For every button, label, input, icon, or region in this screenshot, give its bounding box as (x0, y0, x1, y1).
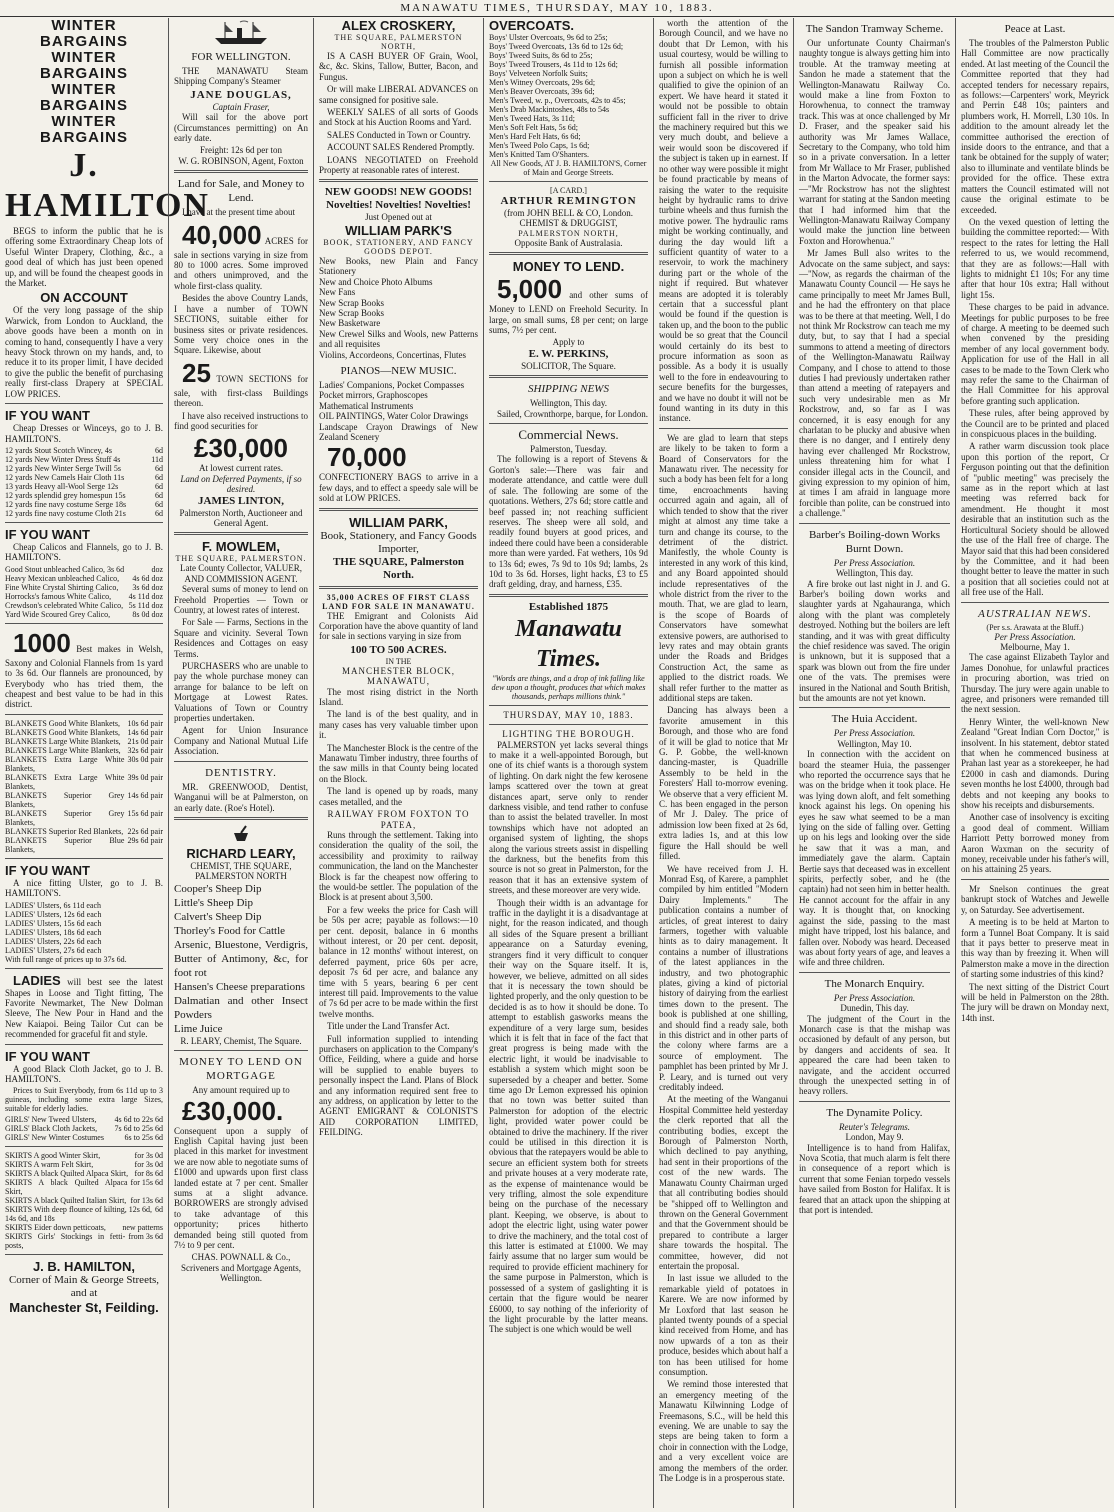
overcoat-row: Men's Drab Mackintoshes, 48s to 54s (489, 105, 610, 114)
price-row: Heavy Mexican unbleached Calico, 4s 6d doz (5, 573, 163, 583)
leary-item: Lime Juice (174, 1022, 223, 1035)
park-item: New Books, new Plain and Fancy Stationery (319, 255, 478, 277)
want-text: A good Black Cloth Jacket, go to J. B. HAMILTON'S. (5, 1063, 163, 1084)
money-amount: £30,000 (194, 433, 288, 464)
leary-item: Hansen's Cheese preparations (174, 980, 305, 993)
park-item: Ladies' Companions, Pocket Compasses (319, 379, 465, 390)
footer-name: J. B. HAMILTON, (32, 1259, 136, 1275)
footer-address: Corner of Main & George Streets, and at (8, 1274, 160, 1300)
park-item: New Crewel Silks and Wools, new Patterns and all requisites (319, 328, 478, 350)
money-note: Land on Deferred Payments, if so desired. (180, 473, 302, 495)
news-para: Dancing has always been a favorite amusement in this Borough, and those who are fond of it will be glad to notice that Mr G. P. Gobbe, the well-known dancing-master, is Quadrille Assembly to be held in the Foresters' Hall to-morrow evening. We observe that a very efficient M. C. has been engaged in the person of Mr J. Daley. The price of admission low been fixed at 2s 6d, extra ladies 1s, and at this low figure the Hall should be well filled. (659, 705, 788, 862)
monarch-heading: The Monarch Enquiry. (824, 977, 925, 990)
if-you-want-heading: IF YOU WANT (5, 408, 90, 424)
column-agents-ads (168, 18, 313, 1508)
commercial-heading: Commercial News. (518, 427, 619, 443)
land-sale-range: 100 TO 500 ACRES. (350, 643, 447, 656)
news-para: In last issue we alluded to the remarkable yield of potatoes in Karere. We are now informed by Mr Loxford that last season he planted twenty pounds of a special kind received from Home, and has now upwards of a ton as their produce, besides which about half a ton has been utilised for home consumption. (659, 1273, 788, 1377)
australian-news-heading: AUSTRALIAN NEWS. (978, 607, 1092, 620)
australian-news-sub: (Per s.s. Arawata at the Bluff.) (986, 622, 1084, 632)
park2-place: THE SQUARE, Palmerston North. (332, 555, 465, 581)
editorial-para: Though their width is an advantage for traffic in the daylight it is a disadvantage at night, for the reason indicated, and though all sides of the Square present a brilliant appearance on a Saturday evening, strangers find it very difficult to conquer their way on the Square itself. It is, however, we believe, admitted on all sides that it is necessary the town should be lighted properly, and the only question to be decided is as to how it should be done. To attempt to establish gasworks means the expenditure of a very large sum, besides which it is felt that in face of the fact that great progress is being made with the electric light, it would be inadvisable to establish a system which might soon be superseded by a cheaper and better. Some time ago Dr Lemon expressed his opinion that no town was better suited than Palmerston for adoption of the electric light, provided water power could be obtained to drive the machinery. If the river could be utilised in this direction it is obvious that the ratepayers would be able to secure an efficient system both for streets and private houses at a very moderate rate, as the expense of maintenance would be very trifling, almost the sole expenditure being on the purchase of the necessary plant. Keeping, we observe, is about to adopt the electric light, using water power to drive the machinery, and the total cost of this latter is estimated at £1000. We may fairly assume that no larger sum would be required to provide efficient machinery for the same purpose in Palmerston, which is possessed of a system of gaslighting it is certain that the figure would be nearer £6000, to say nothing of the inferiority of the light procurable by the latter means. The subject is one which would be well (489, 897, 648, 1335)
ulster-row: LADIES' Ulsters, 12s 6d each (5, 909, 102, 919)
hamilton-heading: J. HAMILTON (5, 147, 210, 224)
news-para: At the meeting of the Wanganui Hospital Committee held yesterday the clerk reported that all the contributing bodies, except the Borough of Palmerston North, which declined to pay anything, had sent in their proportions of the cost of the new wards. The Manawatu County Chairman urged that all contributing bodies should be "shipped off to Wellington and thrown on the General Government and that the Government should be prepared to contribute a larger share towards the hospital. The committee, however, did not entertain the proposal. (659, 1094, 788, 1271)
news-para: We have received from J. H. Monrad Esq, of Karere, a pamphlet compiled by him entitled "Modern Dairy Implements." The publication contains a number of articles, of great interest to dairy farmers, together with valuable hints as to dairy management. It contains a number of illustrations of the latest appliances in the industry, and two photographic plates, giving a kind of pictorial history of dairying from the earliest times down to the present. The book is published at one shilling, and should find a ready sale, both in this district and in other parts of the colony where farms are a source of employment. The pamphlet has been printed by Mr J. P. Leary, and is turned out very creditably indeed. (659, 863, 788, 1093)
established-line: Established 1875 (528, 600, 609, 613)
park-item: New Fans (319, 287, 356, 298)
land-sale-para: The Manchester Block is the centre of the Manawatu Timber industry, three fourths of the saw mills in that County being located on the Block. (319, 742, 478, 784)
overcoat-row: Men's Tweed Hats, 3s 11d; (489, 114, 575, 123)
croskery-advances: Or will make LIBERAL ADVANCES on same consigned for positive sale. (319, 84, 478, 105)
mortgage-heading: MONEY TO LEND ON MORTGAGE (179, 1056, 303, 1083)
issue-date: THURSDAY, MAY 10, 1883. (503, 709, 634, 720)
column-telegrams (793, 18, 955, 1508)
overcoat-row: Boys' Tweed Overcoats, 13s 6d to 12s 6d; (489, 42, 624, 51)
peace-para: On the vexed question of letting the building the committee reported:— With respect to the rates for letting the Hall referred to us, we would recommend, that they are as follows:—Hall with lights to midnight £1 10s; For any time after that hour 10s extra; Hall without light 15s. (961, 216, 1109, 300)
park-title: BOOK, STATIONERY, AND FANCY GOODS DEPOT. (323, 237, 474, 256)
want-text: Cheap Dresses or Winceys, go to J. B. HAMILTON'S. (5, 423, 163, 444)
local-para: Mr Snelson continues the great bankrupt stock of Watches and Jewelle y, on Saturday. See advertisement. (961, 883, 1109, 915)
croskery-name: ALEX CROSKERY, (341, 18, 456, 33)
column-editorial (483, 18, 653, 1508)
newspaper-motto: "Words are things, and a drop of ink falling like dew upon a thought, produces that which makes thousands, perhaps millions think." (491, 673, 646, 701)
railway-para: Title under the Land Transfer Act. (327, 1021, 450, 1032)
park-item: New Scrap Books (319, 297, 384, 308)
ulster-row: LADIES' Ulsters, 6s 11d each (5, 900, 102, 910)
croskery-text: IS A CASH BUYER OF Grain, Wool, &c, &c. Skins, Tallow, Butter, Bacon, and Fungus. (319, 51, 478, 82)
skirt-row: SKIRTS A good Winter Skirt, for 3s 0d (5, 1151, 163, 1161)
mowlem-sale: For Sale — Farms, Sections in the Square and vicinity. Several Town Residences and Cottages on easy Terms. (174, 617, 308, 659)
want-text: A nice fitting Ulster, go to J. B. HAMILTON'S. (5, 877, 163, 899)
skirt-row: SKIRTS Girls' Stockings in fetti-posts, from 3s 6d (5, 1232, 163, 1251)
leary-name: RICHARD LEARY, (186, 845, 296, 861)
land-heading: Land for Sale, and Money to Lend. (177, 178, 305, 205)
jacket-note: Prices to Suit Everybody, from 6s 11d up to 3 guineas, including some extra large Sizes, suitable for elderly ladies. (5, 1086, 163, 1114)
remington-name: ARTHUR REMINGTON (500, 195, 637, 207)
australian-news-para: Another case of insolvency is exciting a good deal of comment. William Harriott Petty borrowed money from Aaron Waxman on the security of money, receivable under his father's will, on his attaining 25 years. (961, 812, 1109, 875)
park2-title: Book, Stationery, and Fancy Goods Importer, (320, 529, 477, 555)
news-para: We remind those interested that an emergency meeting of the Manawatu Kilwinning Lodge of Freemasons, S.C., will be held this evening. We are unable to say the steps are being taken to form a choir in connection with the Lodge, and a very excellent voice are among the members of the order. The Lodge is in a prosperous state. (659, 1379, 788, 1484)
running-head: MANAWATU TIMES, THURSDAY, MAY 10, 1883. (0, 2, 1114, 17)
park-name: WILLIAM PARK'S (345, 222, 452, 238)
blanket-row: BLANKETS Extra Large White Blankets, 30s 0d pair (5, 754, 163, 773)
price-row: 12 yards splendid grey homespun 15s 6d (5, 490, 163, 500)
money-lend-amount: 5,000 (497, 274, 563, 305)
bargain-line: WINTER BARGAINS (39, 81, 128, 114)
leary-item: Little's Sheep Dip (174, 896, 253, 909)
ulster-row: LADIES' Ulsters, 27s 6d each (5, 945, 102, 955)
skirt-row: SKIRTS A black Quilted Alpaca Skirt, for 15s 6d (5, 1178, 163, 1197)
huia-place: Wellington, May 10. (837, 738, 912, 749)
australian-news-source: Per Press Association. (994, 631, 1076, 642)
land-sale-para: The land is opened up by roads, many cases metalled, and the (319, 786, 478, 807)
railway-para: For a few weeks the price for Cash will be 50s per acre; payable as follows:—10 per cent. deposit, balance in 6 months without interest, or 20 per cent. deposit, balance in 12 months' without interest, on deferred payment, price 60s per acre, deposit 7s 6d per acre, and balance any time with 5 years, bearing 6 per cent interest till paid. Improvements to the value of 7s 6d per acre to be made within the first twelve months. (319, 904, 478, 1019)
mowlem-text: Several sums of money to lend on Freehold Properties — Town or Country, at lowest rates of interest. (174, 584, 308, 615)
if-you-want-heading: IF YOU WANT (5, 862, 90, 878)
land-intro: I have at the present time about (182, 207, 295, 218)
blanket-row: BLANKETS Superior Blue Blankets, 29s 6d pair (5, 835, 163, 854)
skirt-row: SKIRTS With deep flounce of kilting, 12s 6d, 14s 6d, and 18s 6d (5, 1205, 163, 1224)
column-park-ads (313, 18, 483, 1508)
land-sale-district: The most rising district in the North Island. (319, 686, 478, 708)
park-item: Mathematical Instruments (319, 400, 414, 411)
ulster-row: LADIES' Ulsters, 15s 6d each (5, 918, 102, 928)
steamer-icon (211, 20, 271, 46)
on-account-text: Of the very long passage of the ship Warwick, from London to Auckland, the above goods have been a month on in coming to hand, consequently I have a very heavy Stock thrown on my hands, and, to reduce it to its proper limit, I have decided to give the public the benefit of purchasing really first-class Drapery at SPECIAL LOW PRICES. (5, 305, 163, 399)
price-row: Yard Wide Scoured Grey Calico, 8s 0d doz (5, 609, 163, 619)
remington-title: CHEMIST & DRUGGIST, (519, 218, 618, 229)
fire-source: Per Press Association. (833, 557, 916, 568)
price-row: 12 yards fine navy costume Serge 18s 6d (5, 499, 163, 509)
newspaper-title: Manawatu Times. (515, 615, 622, 672)
overcoat-row: Men's Beaver Overcoats, 39s 6d; (489, 87, 595, 96)
lighting-heading: LIGHTING THE BOROUGH. (502, 729, 635, 740)
price-row: 12 yards New Winter Dress Stuff 4s 11d (5, 454, 163, 464)
jacket-row: GIRLS' Black Cloth Jackets, 7s 6d to 25s 6d (5, 1124, 163, 1134)
ulster-note: With full range of prices up to 37s 6d. (5, 954, 127, 964)
fire-heading: Barber's Boiling-down Works Burnt Down. (808, 528, 941, 555)
if-you-want-heading: IF YOU WANT (5, 526, 90, 542)
ship-details: Will sail for the above port (Circumstances permitting) on An early date. (174, 112, 308, 144)
remington-from: (from JOHN BELL & CO, London. (504, 208, 633, 218)
overcoat-row: Boys' Tweed Trousers, 4s 11d to 12s 6d; (489, 60, 618, 69)
mortar-pestle-icon (231, 824, 251, 844)
dentistry-text: MR. GREENWOOD, Dentist, Wanganui will be at Palmerston, on an early date. (Roe's Hotel). (174, 781, 308, 813)
ship-captain: Captain Fraser, (212, 101, 270, 112)
park-item: Pocket mirrors, Graphoscopes (319, 390, 428, 401)
peace-heading: Peace at Last. (1004, 23, 1066, 35)
croskery-loans: LOANS NEGOTIATED on Freehold Property at reasonable rates of interest. (319, 154, 478, 176)
money-text: I have also received instructions to find good securities for (174, 410, 308, 431)
card-heading: [A CARD.] (550, 186, 587, 195)
ship-text: THE MANAWATU Steam Shipping Company's Steamer (174, 66, 308, 87)
leary-item: Arsenic, Bluestone, Verdigris, Butter of Antimony, &c, for foot rot (174, 938, 308, 979)
leary-signature: R. LEARY, Chemist, The Square. (180, 1035, 302, 1046)
tramway-para: Mr James Bull also writes to the Advocate on the same subject, and says:—"Now, as regards the chairman of the Manawatu County Council — He says he came principally to meet Mr James Bull, and he had the effrontery on that place was to be there at that meeting. Well, I do not think Mr Rockstrow can teach me my duty, but, to say that I had a special summons to attend a meeting of directors of the Wellington-Manawatu Railway Company, and I chose to attend to those duties I had previously undertaken rather than attend a meeting of ratepayers and such very undesirable men as Mr Rockstrow, and, so far as I was concerned, it is easy enough for any charlatan to be plucky and abusive when there is no danger, and I entirely deny having ever challenged Mr Rockstrow, unless threatening him for what I consider illegal acts in the Council, and giving expression to my opinion of him, at times I am afraid in language more forcible than polite, can be construed into a challenge." (799, 248, 950, 519)
price-row: Fine White Crystal Shirting Calico, 3s 6d doz (5, 582, 163, 592)
bags-number: 70,000 (327, 442, 407, 473)
park-item: New Scrap Books (319, 307, 384, 318)
park-item: Violins, Accordeons, Concertinas, Flutes (319, 349, 466, 360)
mowlem-agent: Agent for Union Insurance Company and National Mutual Life Association. (174, 725, 308, 757)
perkins-name: E. W. PERKINS, (528, 347, 609, 360)
column-local-news (653, 18, 793, 1508)
dynamite-text: Intelligence is to hand from Halifax, Nova Scotia, that much alarm is felt there in consequence of a report which is current that some Fenian torpedo vessels have sailed from Boston for Halifax. It is feared that an attack upon the shipping at that port is intended. (799, 1142, 950, 1216)
railway-para: Runs through the settlement. Taking into consideration the quality of the soil, the accessibility and proximity to railway communication, the land on the Manchester Block is far the cheapest now offering to the would-be settler. The population of the Block is at present about 3,500. (319, 829, 478, 903)
land-sale-text: THE Emigrant and Colonists Aid Corporation have the above quantity of land for sale in sections varying in size from (319, 610, 478, 642)
local-para: A meeting is to be held at Marton to form a Tunnel Boat Company. It is said that it pays better to preserve meat in this way than by freezing it. When will Palmerston make a move in the direction of starting some industries of this kind? (961, 917, 1109, 980)
jacket-row: GIRLS' New Winter Costumes 6s to 25s 6d (5, 1133, 163, 1143)
fire-text: A fire broke out last night in J. and G. Barber's boiling down works and slaughter yards at Ngahauranga, which along with the plant was completely destroyed. Nothing but the boilers are left standing, and it was with great difficulty the chief residence was saved. The origin is unknown, but it is supposed that a spark was blown out from the fire under one of the vats. The premises were insured in the National and South British, but the amounts are not yet known. (799, 578, 950, 703)
column-council-australia (955, 18, 1114, 1508)
huia-heading: The Huia Accident. (831, 713, 918, 726)
peace-para: A rather warm discussion took place upon this portion of the report, Cr Ferguson pointing out that the definition of "public meeting" was precisely the same as in the report which at last meeting was referred back for amendment. He thought it most desirable that an institution such as the Horticultural Society should be allowed the use of the Hall free of charge. The Mayor said that this had been considered by the Committee, and it had been thought better to leave the matter in such a position that all societies could not at all free use of the Hall. (961, 441, 1109, 598)
overcoat-row: Men's Soft Felt Hats, 5s 6d; (489, 123, 578, 132)
town-text: 25 TOWN SECTIONS for sale, with first-class Buildings thereon. (174, 357, 309, 409)
dynamite-source: Reuter's Telegrams. (838, 1121, 911, 1132)
peace-para: The troubles of the Palmerston Public Hall Committee are now practically ended. At last meeting of the Council the Committee reported that they had accepted tenders for necessary repairs, as follows:—Carpenters' work, Meyrick and Perrin £48 10s; painters and plumbers work, H. Morrell, L30 10s. In addition to the amount already let the committee authorised the erection of inside doors to the entrance, and that a tank be obtained for the supply of water; also to illuminate and ventilate blinds be provided for the office. These extra matters the Council estimated will not cause the original estimate to be exceeded. (961, 38, 1109, 215)
mortgage-detail: £30,000. Consequent upon a supply of English Capital having just been placed in this market for investment we are now able to negotiate sums of £1000 and upwards upon first class landed estate at 7 per cent. Smaller sums at a slight advance. BORROWERS are strongly advised to take advantage of this opportunity; prices hitherto demanded being still quoted from 7½ to 9 per cent. (174, 1095, 308, 1250)
overcoats-heading: OVERCOATS. (489, 18, 574, 33)
price-row: 12 yards New Camels Hair Cloth 11s 6d (5, 472, 163, 482)
ladies-heading: LADIES (13, 972, 61, 988)
flannels-number: 1000 (13, 627, 71, 658)
leary-item: Cooper's Sheep Dip (174, 882, 262, 895)
overcoat-row: Men's Hard Felt Hats, 6s 6d; (489, 132, 581, 141)
bags-text: 70,000 CONFECTIONERY BAGS to arrive in a few days, and to effect a speedy sale will be sold at LOW PRICES. (319, 442, 478, 504)
australian-news-para: The case against Elizabeth Taylor and James Donohue, for unlawful practices in procuring abortion, was tried on Thursday. The jury were again unable to agree, and prisoners were remanded till the next session. (961, 652, 1109, 715)
blanket-row: BLANKETS Extra Large White Blankets, 39s 0d pair (5, 772, 163, 791)
price-row: 12 yards fine navy costume Cloth 21s 6d (5, 508, 163, 518)
overcoat-row: Men's Knitted Tam O'Shanters. (489, 150, 589, 159)
park-item: OIL PAINTINGS, Water Color Drawings (319, 411, 469, 422)
leary-item: Calvert's Sheep Dip (174, 910, 262, 923)
shipping-place: Wellington, This day. (529, 398, 608, 409)
ladies-text: LADIES will best see the latest Shapes in Loose and Tight fitting, The Favorite Newmarket, The New Dolman Sleeve, The New Pour in Hand and the New Kaiapoi. Being Tailor Cut can be recommended for graceful fit and style. (5, 972, 163, 1040)
jacket-row: GIRLS' New Tweed Ulsters, 4s 6d to 22s 6d (5, 1115, 163, 1125)
ulster-row: LADIES' Ulsters, 22s 6d each (5, 936, 102, 946)
footer-place: Manchester St, Feilding. (9, 1300, 159, 1316)
railway-para: Full information supplied to intending purchasers on application to the Company's Office, Feilding, where a guide and horse will be supplied to enable buyers to personally inspect the Land. Plans of Block and any information required sent free to any address, on application by letter to the AGENT EMIGRANT & COLONIST'S AID CORPORATION LIMITED, FEILDING. (319, 1033, 478, 1138)
skirt-row: SKIRTS A warm Felt Skirt, for 3s 0d (5, 1160, 163, 1170)
mowlem-name: F. MOWLEM, (202, 539, 280, 555)
blanket-row: BLANKETS Good White Blankets, 14s 6d pair (5, 727, 163, 737)
blanket-row: BLANKETS Superior Red Blankets, 22s 6d pair (5, 826, 163, 836)
mowlem-purchase: PURCHASERS who are unable to pay the whole purchase money can arrange for balance to be left on Mortgage at Lowest Rates. Valuations of Town or Country properties undertaken. (174, 661, 308, 724)
railway-heading: RAILWAY FROM FOXTON TO PATEA, (327, 809, 470, 830)
ship-freight: Freight: 12s 6d per ton (200, 145, 282, 156)
park-item: New and Choice Photo Albums (319, 276, 433, 287)
news-para: We are glad to learn that steps are likely to be taken to form a Board of Conservators for the Manawatu river. The necessity for such a body has been felt for a long time, encroachments having occurred again and again, all of which tended to show that the river might at almost any time take a turn and change its course, to the detriment of the district. Manifestly, the whole County is interested in any work of this kind, and any Board appointed should include representatives of the whole district from the river to the mouth. That, we are glad to learn, is the scope of Boards of Conservators have somewhat extensive powers, are authorised to levy rates and may obtain grants under the Roads and Bridges Construction Act, the same as applied to the district roads. We shall refer further to the matter as additional steps are taken. (659, 432, 788, 703)
editorial-continued: worth the attention of the Borough Council, and we have no doubt that Dr Lemon, with his usual courtesy, would be willing to furnish all possible information upon a subject on which he is well qualified to give the opinion of an expert. We have heard it stated it would not be possible to obtain sufficient fall in the river to drive the machinery required but this we very much doubt, and believe a weir would soon be discovered if the subject is taken up in earnest. If no other way were possible it might be found practicable by means of raising the water to the requisite height by hydraulic rams to drive turbine wheels and thus furnish the motive power. The hydraulic rams might be working continually, and during the day would lift a sufficient quantity of water to a reservoir, to work the machinery during part or the whole of the night if required. But whatever means are adopted it is tolerably certain that a successful plant would be found if the question is taken up, and the boon to the public would be so great that the Council would certainly do its best to procure information as soon as possible. As a body it is usually well to the fore in endeavouring to secure benefits for the burgesses, and we have no doubt it will not be found wanting in its duty in this instance. (659, 18, 788, 424)
overcoat-row: Boys' Ulster Overcoats, 9s 6d to 25s; (489, 33, 608, 42)
commercial-place: Palmerston, Tuesday. (530, 444, 607, 455)
land-acres-number: 40,000 (182, 219, 262, 250)
hamilton-intro: BEGS to inform the public that he is offering some Extraordinary Cheap lots of Useful Winter Drapery, Clothing, &c., a good deal of which has just been opened up, and will be found the cheapest goods in the Market. (5, 226, 163, 289)
mowlem-title: Late County Collector, VALUER, AND COMMISSION AGENT. (179, 563, 303, 584)
peace-para: These rules, after being approved by the Council are to be printed and placed in conspicuous places in the building. (961, 408, 1109, 440)
money-rates: At lowest current rates. (199, 463, 283, 474)
overcoats-at: All New Goods, AT J. B. HAMILTON'S, Corner of Main and George Streets. (490, 159, 647, 177)
leary-item: Dalmatian and other Insect Powders (174, 994, 308, 1021)
money-lend-heading: MONEY TO LEND. (512, 259, 625, 275)
overcoat-row: Men's Tweed Polo Caps, 1s 6d; (489, 141, 590, 150)
money-lend-text: 5,000 and other sums of Money to LEND on Freehold Security. In large, on small sums, £8 per cent; on large sums, 7½ per cent. (489, 274, 648, 336)
land-sale-in: IN THE (385, 656, 412, 666)
fire-place: Wellington, This day. (835, 568, 914, 579)
if-you-want-heading: IF YOU WANT (5, 1048, 90, 1064)
leary-title: CHEMIST, THE SQUARE, PALMERSTON NORTH (190, 860, 292, 882)
overcoat-row: Boys' Tweed Suits, 8s 6d to 25s; (489, 51, 593, 60)
park-item: Landscape Crayon Drawings of New Zealand Scenery (319, 421, 478, 442)
peace-para: These charges to be paid in advance. Meetings for public purposes to be free of charge. A meeting to be deemed such when convened by the presiding member of any local government body. Application for use of the Hall in all cases to be made to the Town Clerk who may refer the same to the Chairman of the Hall Committee for his approval before granting such application. (961, 302, 1109, 406)
monarch-text: The judgment of the Court in the Monarch case is that the mishap was occasioned by default of any person, but by dangers and accidents of sea. It appeared the care had been taken to navigate, and the accident occurred through the unexpected setting in of heavy rollers. (799, 1013, 950, 1097)
bargain-line: WINTER BARGAINS (39, 49, 128, 82)
mortgage-signature: CHAS. POWNALL & Co., Scriveners and Mortgage Agents, Wellington. (181, 1252, 301, 1284)
land-sale-block: MANCHESTER BLOCK, MANAWATU, (341, 665, 455, 687)
editorial-para: PALMERSTON yet lacks several things to make it a well-appointed Borough, but one of its chief wants is a thorough system of lighting. On dark night the few kerosene lamps scattered over the town at great distances apart, serve only to render darkness visible, and tend rather to confuse than to assist the belated traveller. In most townships which have not adopted an organised system of lighting, the shops along the various streets assist in dispelling the darkness, but the benefits from this source is not so great in Palmerston, for the reason that it has an extensive system of streets, and these moreover are very wide. (489, 739, 648, 896)
novelties-sub: Just Opened out at (365, 212, 432, 223)
australian-news-para: Henry Winter, the well-known New Zealand "Great Indian Corn Doctor," is insolvent. In his statement, debtor stated that when he commenced business at Prahan last year as a storekeeper, he had £2000 in cash and diamonds. During seven months he lost £4000, through bad debts and not keeping any books to show his receipts and disbursements. (961, 716, 1109, 811)
money-apply: Apply to (552, 337, 585, 348)
skirt-row: SKIRTS Eider down petticoats, new patterns (5, 1223, 163, 1233)
mowlem-place: THE SQUARE, PALMERSTON. (175, 554, 307, 564)
land-sale-heading: 35,000 ACRES OF FIRST CLASS LAND FOR SALE IN MANAWATU. (322, 592, 475, 611)
croskery-sales: SALES Conducted in Town or Country. (327, 129, 471, 140)
australian-news-place: Melbourne, May 1. (1000, 641, 1070, 652)
shipping-heading: SHIPPING NEWS (528, 383, 609, 396)
leary-item: Thorley's Food for Cattle (174, 924, 286, 937)
price-row: Crewdson's celebrated White Calico, 5s 11d doz (5, 600, 163, 610)
blanket-row: BLANKETS Superior Grey Blankets, 14s 6d pair (5, 790, 163, 809)
shipping-text: Sailed, Crownthorpe, barque, for London. (497, 408, 648, 419)
dynamite-heading: The Dynamite Policy. (826, 1106, 923, 1119)
huia-text: In connection with the accident on board the steamer Huia, the passenger who reported the occurrence says that he was on the bridge when it took place. He was lying down aloft, and felt something knock against his legs. On opening his eyes he saw what seemed to be a man lying on the side of falling over. Getting up on his legs and looking over the side he saw that it was a man, and immediately gave the alarm. Captain Bertie says that deceased was in excellent spirits, perfectly sober, and he (the captain) had not seen him in better health. He cannot account for the affair in any way. It is thought that, on knocking against the side, passing to the mast might have tripped, lost his balance, and fallen over. Nobody was heard. Deceased was about forty years of age, and leaves a wife and three children. (799, 749, 950, 968)
skirt-row: SKIRTS A black Quilted Italian Skirt, for 13s 6d (5, 1196, 163, 1206)
bargain-line: WINTER BARGAINS (39, 113, 128, 146)
monarch-source: Per Press Association. (833, 992, 916, 1003)
overcoat-row: Boys' Velveteen Norfolk Suits; (489, 69, 588, 78)
remington-place: PALMERSTON NORTH, (518, 228, 619, 238)
remington-opposite: Opposite Bank of Australasia. (514, 237, 623, 248)
monarch-place: Dunedin, This day. (840, 1003, 909, 1014)
land-text-2: Besides the above Country Lands, I have a number of TOWN SECTIONS, suitable either for business sites or private residences. Some very choice ones in the Square. Likewise, about (174, 293, 308, 356)
park-item: New Basketware (319, 318, 381, 329)
ship-heading: FOR WELLINGTON. (191, 51, 291, 63)
linton-name: JAMES LINTON, (198, 494, 284, 507)
croskery-weekly: WEEKLY SALES of all sorts of Goods and Stock at his Auction Rooms and Yard. (319, 107, 478, 128)
linton-title: Palmerston North, Auctioneer and General Agent. (179, 507, 303, 528)
overcoat-row: Men's Witney Overcoats, 29s 6d; (489, 78, 596, 87)
town-sections-number: 25 (182, 357, 211, 388)
croskery-account: ACCOUNT SALES Rendered Promptly. (327, 142, 475, 153)
novelties-heading: NEW GOODS! NEW GOODS! Novelties! Novelties! Novelties! (324, 186, 473, 212)
on-account-heading: ON ACCOUNT (40, 290, 128, 306)
price-row: 12 yards New Winter Serge Twill 5s 6d (5, 463, 163, 473)
flannels-text: 1000 Best makes in Welsh, Saxony and Colonial Flannels from 1s yard to 3s 6d. Our flannels are pronounced, by Everybody who has tried them, the cheapest and best value to be had in this district. (5, 627, 163, 710)
price-row: Good Stout unbleached Calico, 3s 6d doz (5, 564, 163, 574)
perkins-title: SOLICITOR, The Square. (521, 360, 616, 371)
blanket-row: BLANKETS Large White Blankets, 21s 0d pair (5, 736, 163, 746)
huia-source: Per Press Association. (833, 728, 916, 739)
dynamite-place: London, May 9. (845, 1132, 904, 1143)
tramway-heading: The Sandon Tramway Scheme. (805, 23, 944, 35)
pianos-heading: PIANOS—NEW MUSIC. (340, 364, 457, 377)
ship-name: JANE DOUGLAS, (190, 88, 292, 101)
price-row: 12 yards Stout Scotch Wincey, 4s 6d (5, 445, 163, 455)
ulster-row: LADIES' Ulsters, 18s 6d each (5, 927, 102, 937)
price-row: 13 yards Heavy all-Wool Serge 12s 6d (5, 481, 163, 491)
winter-bargains-banner: WINTER BARGAINS (39, 17, 128, 50)
skirt-row: SKIRTS A black Quilted Alpaca Skirt, for 8s 6d (5, 1169, 163, 1179)
land-sale-para: The land is of the best quality, and in many cases has very valuable timber upon it. (319, 709, 478, 741)
blanket-row: BLANKETS Large White Blankets, 32s 6d pair (5, 745, 163, 755)
blanket-row: BLANKETS Good White Blankets, 10s 6d pair (5, 718, 163, 728)
land-text: 40,000 ACRES for sale in sections varying in size from 80 to 1000 acres. Some improved and others unimproved, and the whole first-class quality. (174, 219, 308, 291)
croskery-place: THE SQUARE, PALMERSTON NORTH, (334, 33, 463, 51)
local-para: The next sitting of the District Court will be held in Palmerston on the 28th. The jury will be drawn on Monday next, 14th inst. (961, 981, 1109, 1023)
overcoat-row: Men's Tweed, w. p., Overcoats, 42s to 45s; (489, 96, 626, 105)
want-text: Cheap Calicos and Flannels, go to J. B. HAMILTON'S. (5, 541, 163, 563)
park2-name: WILLIAM PARK, (349, 514, 448, 530)
commercial-text: The following is a report of Stevens & Gorton's sale:—There was fair and moderate attendance, and cattle were dull of sale. The following are some of the quotations. Wethers, 27s 6d; store cattle and beef passed in; not reaching sufficient reserves. The sheep were all sold, and readily found buyers at good prices, and indeed there could have been a considerable more than were yarded. Fat wethers, 10s 9d to 13s 6d; ewes, 7s 9d to 10s 9d; lambs, 2s 10d to 3s 6d. Horses, light hacks, £3 to £5 draft gelding, dray, and harness, £35. (489, 454, 648, 590)
mortgage-text: Any amount required up to (192, 1085, 290, 1096)
price-row: Horrocks's famous White Calico, 4s 11d doz (5, 591, 163, 601)
dentistry-heading: DENTISTRY. (205, 766, 277, 779)
tramway-para: Our unfortunate County Chairman's naughty tongue is always getting him into trouble. At the tramway meeting at Sandon he made a statement that the Wellington-Manawatu Railway Co. would make a line from Foxton to Horowhenua, to connect the tramway track. This was at once challenged by Mr D. Fraser, and the speaker said his authority was Mr James Wallace, Secretary to the Company, who told him so in a private conversation. In a letter from Mr Wallace to Mr Fraser, published in the Marton Advocate, the former says:—"Mr Rockstrow has not the slightest warrant for stating at the Sandon meeting that I had informed him that the Wellington-Manawatu Railway Company would make the junction line between Foxton and Horowhenua." (799, 38, 950, 246)
ship-agent: W. G. ROBINSON, Agent, Foxton (178, 155, 304, 166)
mortgage-amount: £30,000. (182, 1095, 284, 1126)
blanket-row: BLANKETS Superior Grey Blankets, 15s 6d pair (5, 808, 163, 827)
